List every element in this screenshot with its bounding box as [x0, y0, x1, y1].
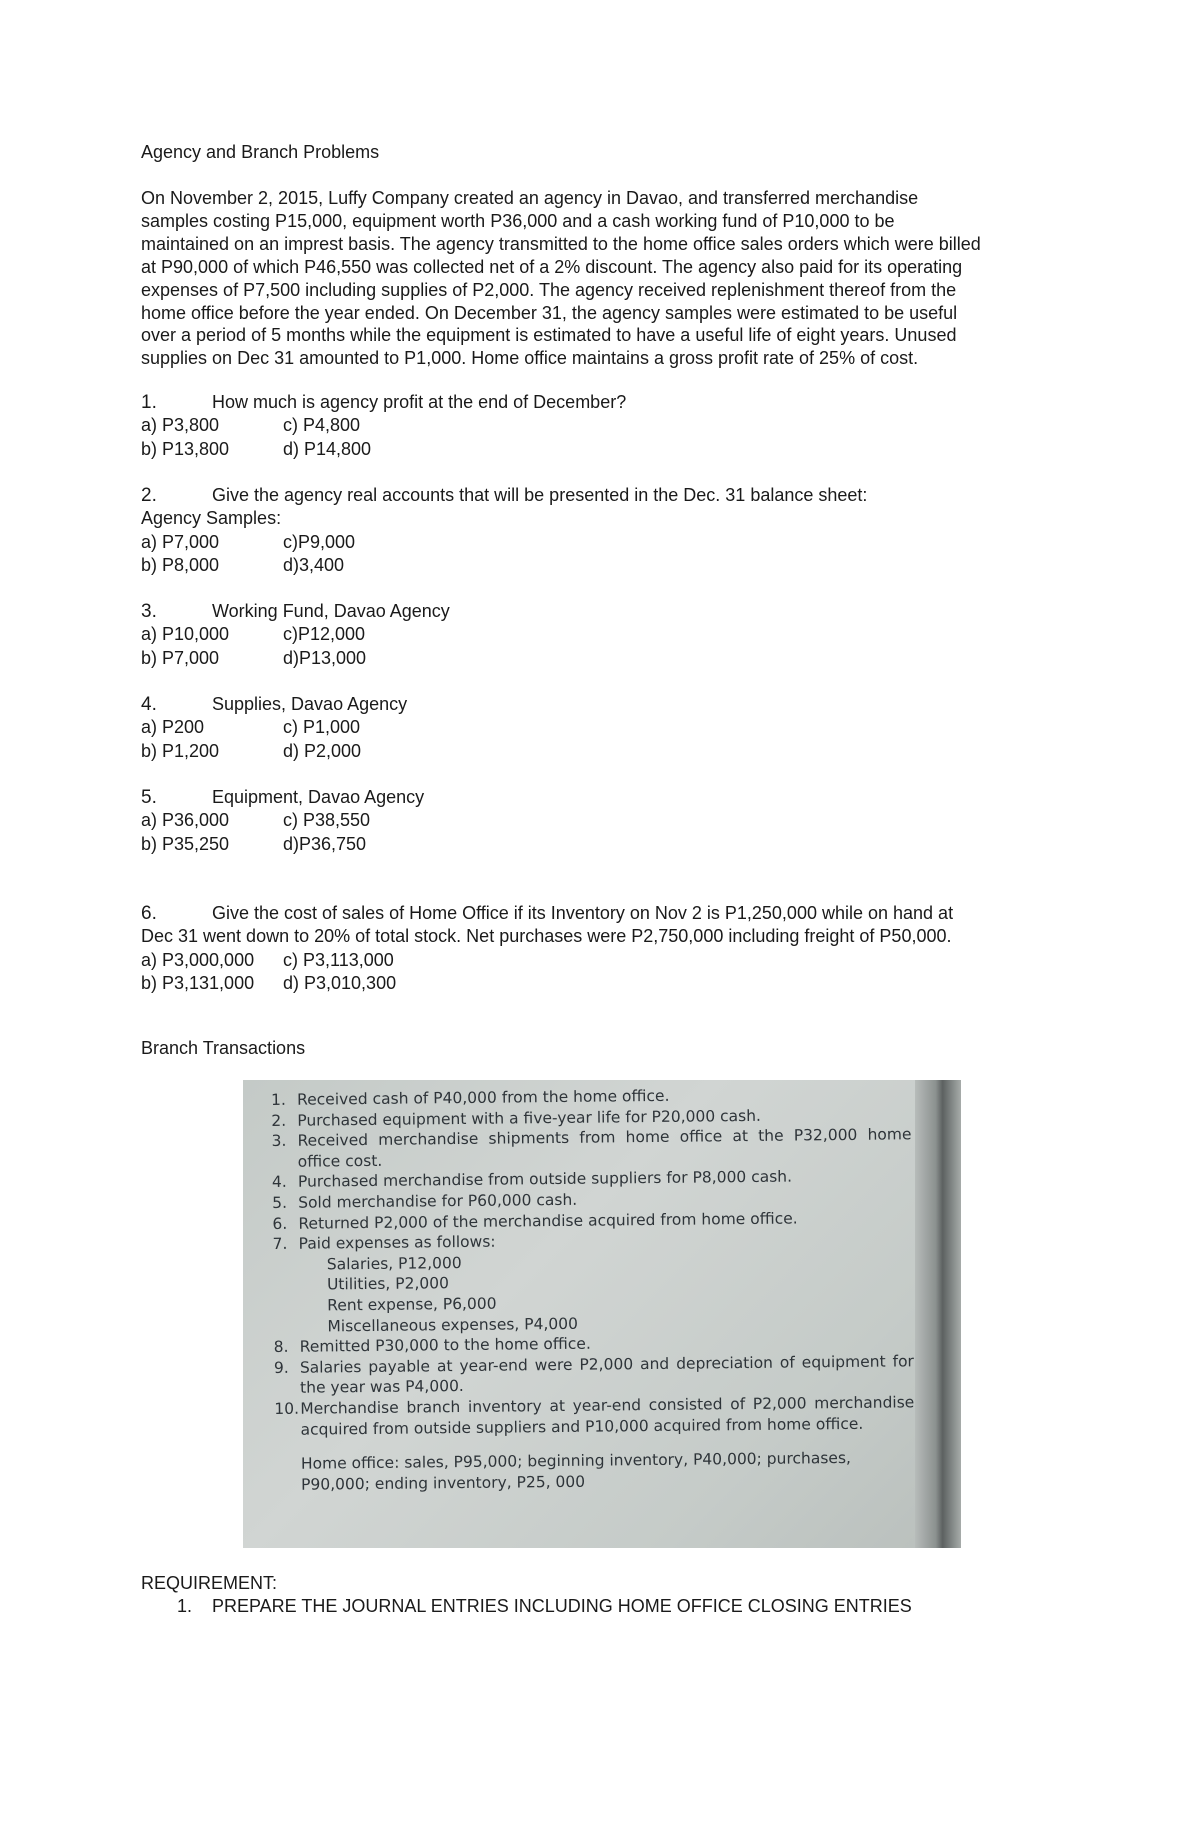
option-d: d)P36,750 [283, 833, 367, 854]
question-1 [141, 391, 1062, 461]
requirement-section [141, 1572, 912, 1618]
question-number: 3. [141, 601, 157, 622]
option-c: c) P38,550 [283, 810, 371, 831]
intro-line: supplies on Dec 31 amounted to P1,000. Home office maintains a gross profit rate of 25% of cost. [141, 348, 919, 369]
option-c: c)P12,000 [283, 624, 366, 645]
intro-line: at P90,000 of which P46,550 was collected net of a 2% discount. The agency also paid for its operating [141, 256, 963, 277]
expense-line: Salaries, P12,000 [326, 1253, 462, 1274]
expense-line: Miscellaneous expenses, P4,000 [327, 1314, 579, 1335]
question-text-cont: Dec 31 went down to 20% of total stock. Net purchases were P2,750,000 including freight of P50,000. [141, 926, 952, 947]
list-item: 3. Received merchandise shipments from home office at the P32,000 home office cost. [271, 1125, 912, 1171]
option-c: c) P1,000 [283, 717, 361, 738]
option-c: c) P4,800 [283, 415, 361, 436]
question-number: 2. [141, 485, 157, 506]
intro-line: expenses of P7,500 including supplies of P2,000. The agency received replenishment thereof from the [141, 279, 957, 300]
question-2 [141, 484, 1062, 578]
option-d: d) P3,010,300 [283, 973, 397, 994]
option-d: d)3,400 [283, 555, 345, 576]
option-d: d) P14,800 [283, 438, 372, 459]
question-number: 4. [141, 694, 157, 715]
option-a: a) P3,000,000 [141, 949, 255, 970]
option-a: a) P7,000 [141, 531, 220, 552]
question-text: Equipment, Davao Agency [212, 787, 425, 807]
option-d: d) P2,000 [283, 740, 362, 761]
option-c: c)P9,000 [283, 531, 356, 552]
branch-transactions-title: Branch Transactions [141, 1038, 306, 1058]
home-office-note: Home office: sales, P95,000; beginning inventory, P40,000; purchases, P90,000; ending inventory, P25, 000 [300, 1449, 852, 1494]
list-item: 8. Remitted P30,000 to the home office. [273, 1334, 591, 1357]
expense-line: Utilities, P2,000 [326, 1274, 450, 1294]
question-4 [141, 693, 1062, 763]
option-a: a) P3,800 [141, 415, 220, 436]
list-item: 9. Salaries payable at year-end were P2,000 and depreciation of equipment for the year was P4,000. [273, 1352, 914, 1398]
option-c: c) P3,113,000 [283, 949, 394, 970]
question-5 [141, 786, 1062, 856]
scan-transaction-list [271, 1083, 915, 1495]
intro-line: home office before the year ended. On December 31, the agency samples were estimated to be useful [141, 302, 958, 323]
question-text: Working Fund, Davao Agency [212, 601, 450, 621]
question-text: Give the agency real accounts that will be presented in the Dec. 31 balance sheet: [212, 485, 868, 505]
list-item: 4. Purchased merchandise from outside suppliers for P8,000 cash. [271, 1167, 793, 1192]
option-a: a) P36,000 [141, 810, 230, 831]
option-b: b) P7,000 [141, 647, 220, 668]
scan-binding-shadow [915, 1080, 961, 1548]
question-6 [141, 902, 1062, 996]
option-b: b) P1,200 [141, 740, 220, 761]
intro-line: samples costing P15,000, equipment worth P36,000 and a cash working fund of P10,000 to be [141, 210, 895, 231]
question-number: 6. [141, 903, 157, 924]
intro-line: over a period of 5 months while the equipment is estimated to have a useful life of eight years. Unused [141, 325, 957, 346]
list-item: 6. Returned P2,000 of the merchandise acquired from home office. [272, 1209, 798, 1233]
intro-line: maintained on an imprest basis. The agency transmitted to the home office sales orders which were billed [141, 233, 981, 254]
option-b: b) P13,800 [141, 438, 230, 459]
page-title: Agency and Branch Problems [141, 142, 380, 162]
intro-line: On November 2, 2015, Luffy Company created an agency in Davao, and transferred merchandise [141, 188, 919, 208]
problem-intro [141, 187, 1062, 370]
list-item: 5. Sold merchandise for P60,000 cash. [272, 1190, 578, 1212]
requirement-number: 1. [177, 1596, 193, 1616]
question-subheading: Agency Samples: [141, 508, 282, 529]
question-number: 5. [141, 787, 157, 808]
requirement-title: REQUIREMENT: [141, 1573, 278, 1593]
scanned-transactions-image [243, 1080, 961, 1548]
question-text: How much is agency profit at the end of December? [212, 392, 627, 412]
list-item: 2. Purchased equipment with a five-year life for P20,000 cash. [271, 1106, 762, 1130]
option-a: a) P200 [141, 717, 205, 738]
expense-line: Rent expense, P6,000 [327, 1294, 497, 1315]
list-item: 10. Merchandise branch inventory at year-end consisted of P2,000 merchandise acquired from outside suppliers and P10,000 acquired from home office. [274, 1393, 915, 1439]
requirement-item [141, 1595, 912, 1618]
option-b: b) P35,250 [141, 833, 230, 854]
question-text: Supplies, Davao Agency [212, 694, 408, 714]
list-item: 1. Received cash of P40,000 from the home office. [271, 1086, 670, 1109]
option-a: a) P10,000 [141, 624, 230, 645]
question-3 [141, 600, 1062, 670]
option-d: d)P13,000 [283, 647, 367, 668]
question-text: Give the cost of sales of Home Office if its Inventory on Nov 2 is P1,250,000 while on hand at [212, 903, 954, 923]
list-item: 7. Paid expenses as follows: [272, 1232, 496, 1254]
question-number: 1. [141, 392, 157, 413]
option-b: b) P3,131,000 [141, 973, 255, 994]
option-b: b) P8,000 [141, 555, 220, 576]
requirement-text: PREPARE THE JOURNAL ENTRIES INCLUDING HOME OFFICE CLOSING ENTRIES [212, 1596, 912, 1616]
